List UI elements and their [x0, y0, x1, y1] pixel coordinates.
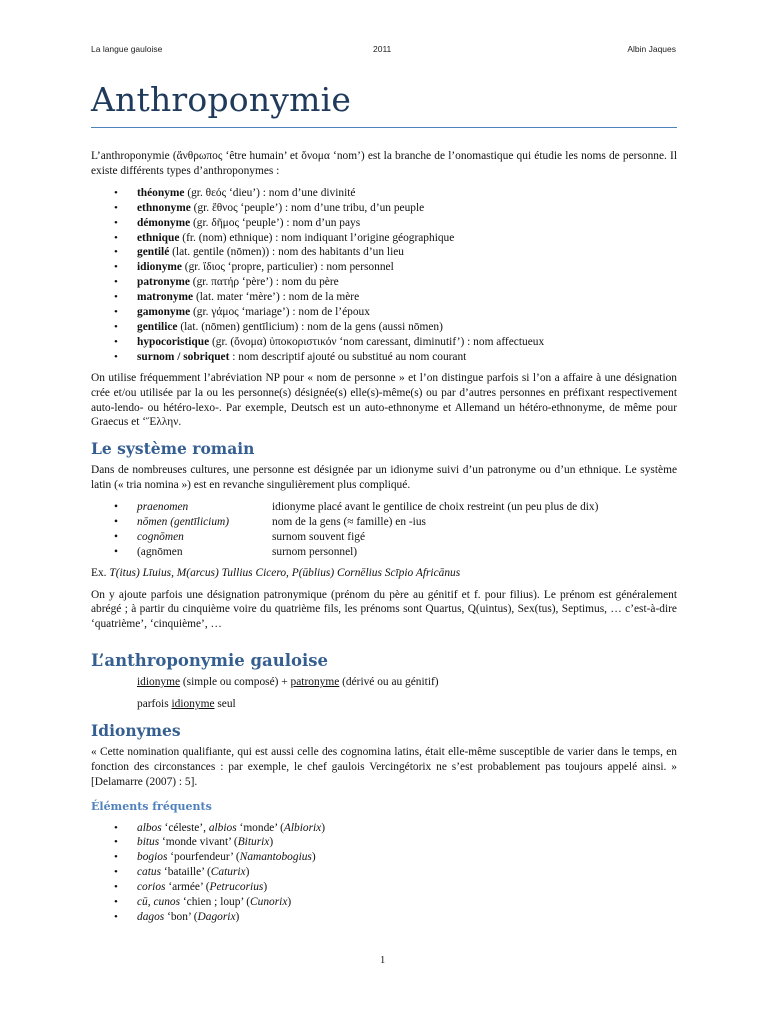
table-row: • cognōmen surnom souvent figé: [91, 530, 677, 545]
table-row: • (agnōmen surnom personnel): [91, 545, 677, 560]
frequent-elements-list: [91, 821, 677, 925]
list-item: • dagos ‘bon’ (Dagorix): [91, 910, 677, 925]
header-right: Albin Jaques: [627, 44, 676, 54]
anthroponym-types-list: [91, 186, 677, 365]
list-item: • démonyme (gr. δῆμος ‘peuple’) : nom d’un pays: [91, 216, 677, 231]
subsection-heading-elements: Éléments fréquents: [91, 799, 212, 813]
section-heading-roman: Le système romain: [91, 439, 255, 459]
table-row: • praenomen idionyme placé avant le gentilice de choix restreint (un peu plus de dix): [91, 500, 677, 515]
list-item: • bogios ‘pourfendeur’ (Namantobogius): [91, 850, 677, 865]
tria-nomina-table: [91, 500, 677, 560]
title-rule: [91, 127, 677, 128]
roman-intro-paragraph: Dans de nombreuses cultures, une personne est désignée par un idionyme suivi d’un patronyme ou d’un ethnique. Le système latin (« tria nomina ») est en revanche singulièrement plus compliqué.: [91, 464, 677, 492]
np-paragraph: On utilise fréquemment l’abréviation NP pour « nom de personne » et l’on distingue parfois si l’on a affaire à une désignation crée et/ou utilisée par la ou les personne(s) désignée(s) elle(s)-même(s) ou par d’autres personnes en préfixant respectivement auto-lendo- ou hétéro-lexo-. Par exemple, Deutsch est un auto-ethnonyme et Allemand un hétéro-ethnonyme, de même pour Graecus et ‘Ἕλλην.: [91, 371, 677, 429]
list-item: • cū, cunos ‘chien ; loup’ (Cunorix): [91, 895, 677, 910]
list-item: • patronyme (gr. πατήρ ‘père’) : nom du père: [91, 275, 677, 290]
list-item: • ethnique (fr. (nom) ethnique) : nom indiquant l’origine géographique: [91, 231, 677, 246]
list-item: • matronyme (lat. mater ‘mère’) : nom de la mère: [91, 290, 677, 305]
list-item: • théonyme (gr. θεός ‘dieu’) : nom d’une divinité: [91, 186, 677, 201]
list-item: • ethnonyme (gr. ἔθνος ‘peuple’) : nom d’une tribu, d’un peuple: [91, 201, 677, 216]
header-left: La langue gauloise: [91, 44, 163, 54]
section-heading-gaulish: L’anthroponymie gauloise: [91, 651, 329, 671]
section-heading-idionymes: Idionymes: [91, 721, 181, 740]
page-title: Anthroponymie: [91, 80, 352, 119]
roman-paragraph-2: On y ajoute parfois une désignation patronymique (prénom du père au génitif et f. pour filius). Le prénom est généralement abrégé ; à partir du cinquième voire du quatrième fils, les prénoms sont Quartus, Q(uintus), Sex(tus), Septimus, … c’est-à-dire ‘quatrième’, ‘cinquième’, …: [91, 588, 677, 631]
list-item: • hypocoristique (gr. (ὄνομα) ὑποκοριστικόν ‘nom caressant, diminutif’) : nom affectueux: [91, 335, 677, 350]
list-item: • albos ‘céleste’, albios ‘monde’ (Albiorix): [91, 821, 677, 836]
intro-paragraph: L’anthroponymie (ἄνθρωπος ‘être humain’ et ὄνομα ‘nom’) est la branche de l’onomastique qui étudie les noms de personne. Il existe différents types d’anthroponymes :: [91, 150, 677, 177]
list-item: • corios ‘armée’ (Petrucorius): [91, 880, 677, 895]
list-item: • bitus ‘monde vivant’ (Biturix): [91, 835, 677, 850]
roman-example: Ex. T(itus) Līuius, M(arcus) Tullius Cicero, P(ūblius) Cornēlius Scīpio Africānus: [91, 566, 461, 579]
delamarre-quote: « Cette nomination qualifiante, qui est aussi celle des cognomina latins, était elle-même susceptible de varier dans le temps, en fonction des circonstances : par exemple, le chef gaulois Vercingétorix ne s’est probablement pas toujours appelé ainsi. » [Delamarre (2007) : 5].: [91, 745, 677, 788]
header-center: 2011: [373, 44, 392, 54]
page-number: 1: [380, 955, 386, 966]
table-row: • nōmen (gentīlicium) nom de la gens (≈ famille) en -ius: [91, 515, 677, 530]
list-item: • idionyme (gr. ἴδιος ‘propre, particulier) : nom personnel: [91, 260, 677, 275]
list-item: • gentilice (lat. (nōmen) gentīlicium) : nom de la gens (aussi nōmen): [91, 320, 677, 335]
list-item: • catus ‘bataille’ (Caturix): [91, 865, 677, 880]
document-body: [91, 149, 677, 931]
list-item: • gentilé (lat. gentile (nōmen)) : nom des habitants d’un lieu: [91, 245, 677, 260]
list-item: • gamonyme (gr. γάμος ‘mariage’) : nom de l’époux: [91, 305, 677, 320]
list-item: • surnom / sobriquet : nom descriptif ajouté ou substitué au nom courant: [91, 350, 677, 365]
gaulish-formula: idionyme (simple ou composé) + patronyme (dérivé ou au génitif) parfois idionyme seul: [137, 676, 439, 711]
